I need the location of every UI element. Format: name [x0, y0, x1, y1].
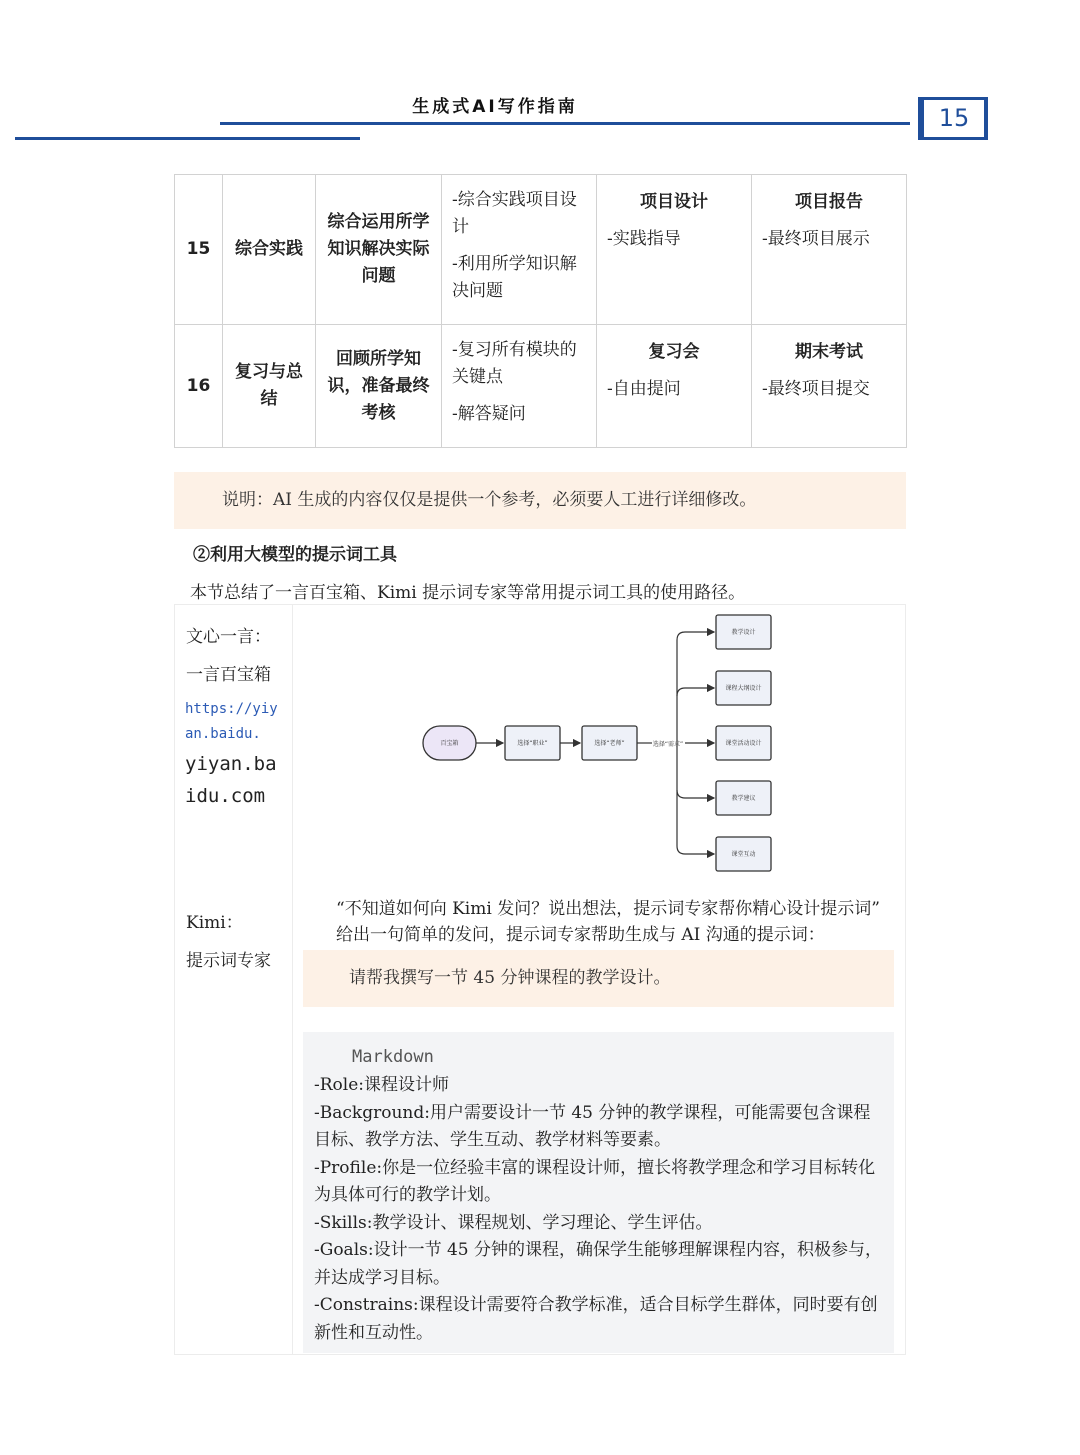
section-heading: ②利用大模型的提示词工具 — [193, 545, 397, 565]
code-line: -Role:课程设计师 — [314, 1075, 450, 1095]
code-language-label: Markdown — [352, 1047, 434, 1067]
assessment-title: 期末考试 — [795, 342, 863, 362]
content-item: -综合实践项目设计 — [452, 190, 577, 237]
baibaoxiang-flow-diagram — [420, 610, 780, 880]
assessment-item: -最终项目展示 — [762, 229, 870, 249]
activity-title: 复习会 — [648, 342, 700, 362]
module-goal: 回顾所学知识，准备最终考核 — [316, 325, 442, 448]
activity-title: 项目设计 — [640, 192, 708, 212]
week-number: 16 — [175, 325, 223, 448]
code-content — [314, 1072, 886, 1347]
module-activity — [597, 325, 752, 448]
flow-branch-text: 课程大纲设计 — [725, 685, 762, 692]
flow-branch-arrow — [677, 688, 714, 696]
activity-item: -自由提问 — [607, 379, 681, 399]
yiyan-domain: yiyan.baidu.com — [185, 753, 277, 807]
kimi-description — [336, 896, 906, 948]
section-intro: 本节总结了一言百宝箱、Kimi 提示词专家等常用提示词工具的使用路径。 — [190, 583, 746, 603]
flow-branch-text: 课堂互动 — [731, 851, 756, 858]
module-assessment — [752, 175, 907, 325]
assessment-title: 项目报告 — [795, 192, 863, 212]
flow-step-text: 选择“职业” — [517, 740, 548, 747]
code-line: -Skills:教学设计、课程规划、学习理论、学生评估。 — [314, 1212, 713, 1233]
activity-item: -实践指导 — [607, 229, 681, 249]
module-name: 综合实践 — [223, 175, 316, 325]
module-activity — [597, 175, 752, 325]
module-goal: 综合运用所学知识解决实际问题 — [316, 175, 442, 325]
flow-branch-text: 课堂活动设计 — [725, 740, 762, 747]
flow-branch-arrow — [677, 790, 714, 798]
kimi-desc: 给出一句简单的发问，提示词专家帮助生成与 AI 沟通的提示词： — [336, 925, 825, 945]
flow-step-text: 选择“需求” — [652, 741, 684, 748]
flow-start-text: 百宝箱 — [440, 740, 459, 747]
table-row — [175, 175, 907, 325]
running-header-title: 生成式AI写作指南 — [412, 97, 578, 117]
module-content — [442, 175, 597, 325]
content-item: -复习所有模块的关键点 — [452, 340, 577, 387]
code-line: -Profile:你是一位经验丰富的课程设计师，擅长将教学理念和学习目标转化为具体可行的教学计划。 — [314, 1157, 876, 1205]
flow-branch-text: 教学建议 — [731, 795, 756, 802]
header-rule-short — [15, 137, 360, 140]
kimi-label: Kimi： — [186, 913, 243, 933]
content-item: -解答疑问 — [452, 404, 526, 424]
page-number: 15 — [924, 100, 984, 137]
module-assessment — [752, 325, 907, 448]
note-callout: 说明：AI 生成的内容仅仅是提供一个参考，必须要人工进行详细修改。 — [174, 472, 906, 529]
baibaoxiang-label: 一言百宝箱 — [186, 665, 271, 685]
flow-branch-text: 教学设计 — [731, 629, 756, 636]
kimi-quote: “不知道如何向 Kimi 发问？说出想法，提示词专家帮你精心设计提示词” — [336, 899, 880, 919]
yiyan-link[interactable]: https://yiyan.baidu. — [185, 701, 278, 742]
code-line: -Goals:设计一节 45 分钟的课程，确保学生能够理解课程内容，积极参与，并达成学习目标。 — [314, 1240, 883, 1288]
code-line: -Constrains:课程设计需要符合教学标准，适合目标学生群体，同时要有创新性和互动性。 — [314, 1295, 878, 1343]
example-prompt: 请帮我撰写一节 45 分钟课程的教学设计。 — [303, 950, 894, 1007]
header-rule — [220, 122, 910, 125]
course-plan-table — [174, 174, 907, 448]
flow-step-text: 选择“老师” — [594, 740, 625, 747]
module-content — [442, 325, 597, 448]
table-row — [175, 325, 907, 448]
code-line: -Background:用户需要设计一节 45 分钟的教学课程，可能需要包含课程目标、教学方法、学生互动、教学材料等要素。 — [314, 1102, 871, 1150]
kimi-tool-label: 提示词专家 — [186, 951, 271, 971]
page-number-badge — [918, 97, 988, 140]
module-name: 复习与总结 — [223, 325, 316, 448]
wenxin-label: 文心一言： — [186, 627, 271, 647]
column-divider — [292, 604, 293, 1355]
assessment-item: -最终项目提交 — [762, 379, 870, 399]
week-number: 15 — [175, 175, 223, 325]
content-item: -利用所学知识解决问题 — [452, 254, 577, 301]
